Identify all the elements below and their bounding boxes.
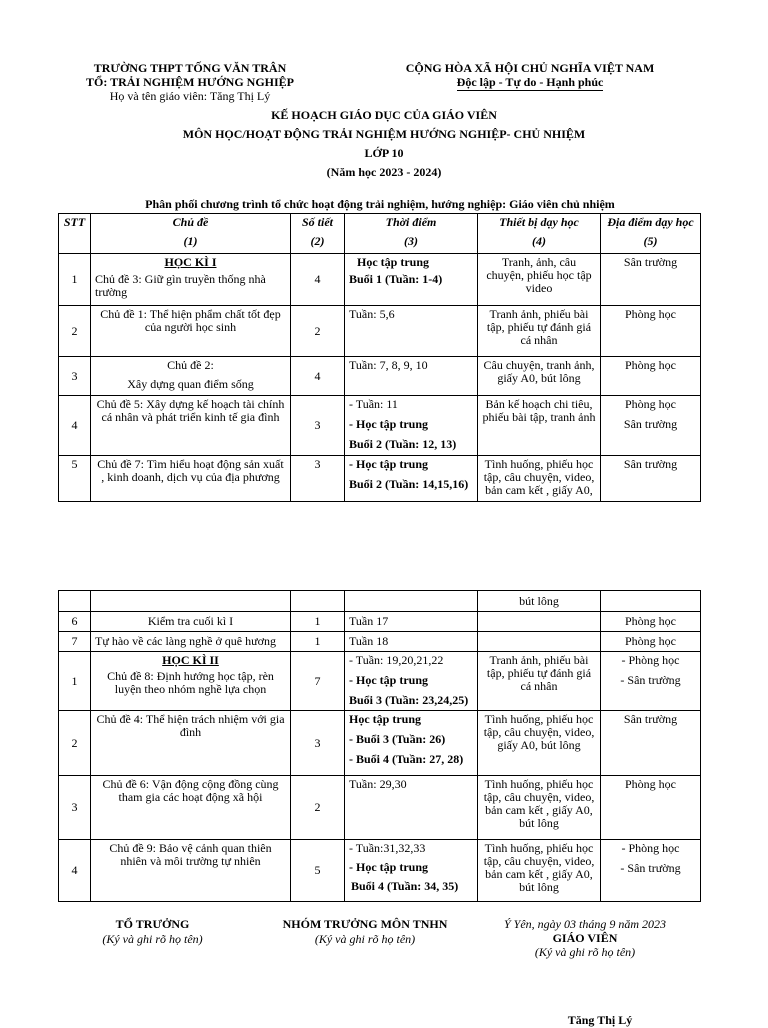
table-cell: Câu chuyện, tranh ảnh, giấy A0, bút lông (478, 357, 601, 396)
semester-1-label: HỌC KÌ I (164, 255, 217, 269)
col-place: Địa điểm dạy học (5) (601, 214, 701, 254)
group-lead-note: (Ký và ghi rõ họ tên) (314, 932, 416, 946)
table-cell: Phòng học (601, 612, 701, 632)
table-cell: 7 (291, 652, 345, 711)
table-cell: Tranh, ảnh, câu chuyện, phiếu học tập video (478, 254, 601, 306)
head-note: (Ký và ghi rõ họ tên) (102, 932, 203, 946)
table-cell: 1 (59, 652, 91, 711)
plan-table-part2 (58, 590, 701, 902)
teacher-note: (Ký và ghi rõ họ tên) (534, 945, 636, 959)
table-row (59, 711, 701, 776)
table-cell: Tuần: 7, 8, 9, 10 (345, 357, 478, 396)
table-cell (478, 612, 601, 632)
table-cell: Tự hào về các làng nghề ở quê hương (91, 632, 291, 652)
table-cell (91, 591, 291, 612)
semester-2-label: HỌC KÌ II (162, 653, 219, 667)
teacher-name: Tăng Thị Lý (567, 1013, 633, 1027)
table-cell: Phòng học (601, 357, 701, 396)
table-cell (601, 591, 701, 612)
table-cell: Bản kế hoạch chi tiêu, phiếu bài tập, tranh ảnh (478, 396, 601, 456)
motto: Độc lập - Tự do - Hạnh phúc (456, 75, 604, 89)
table-cell: 3 (291, 456, 345, 502)
school-name: TRƯỜNG THPT TỐNG VĂN TRÂN (93, 61, 287, 75)
table-cell: Tuần: 5,6 (345, 306, 478, 357)
table-cell: Chủ đề 1: Thể hiện phẩm chất tốt đẹp của người học sinh (91, 306, 291, 357)
table-cell: Chủ đề 2: Xây dựng quan điểm sống (91, 357, 291, 396)
sign-date: Ý Yên, ngày 03 tháng 9 năm 2023 (504, 917, 666, 931)
table-row (59, 652, 701, 711)
doc-title: KẾ HOẠCH GIÁO DỤC CỦA GIÁO VIÊN (271, 108, 497, 122)
table-cell: 4 (59, 840, 91, 902)
class-title: LỚP 10 (364, 146, 404, 160)
table-cell: Chủ đề 7: Tìm hiểu hoạt động sản xuất , kinh doanh, dịch vụ của địa phương (91, 456, 291, 502)
col-time: Thời điểm (3) (345, 214, 478, 254)
table-cell: - Tuần:31,32,33 - Học tập trung Buổi 4 (Tuần: 34, 35) (345, 840, 478, 902)
table-row (59, 396, 701, 456)
table-cell: Phòng học Sân trường (601, 396, 701, 456)
table-cell: Chủ đề 4: Thể hiện trách nhiệm với gia đình (91, 711, 291, 776)
table-cell: Tranh ảnh, phiếu bài tập, phiếu tự đánh giá cá nhân (478, 652, 601, 711)
table-row (59, 456, 701, 502)
table-cell: 1 (291, 632, 345, 652)
table-cell: Phòng học (601, 632, 701, 652)
table-cell: 3 (291, 711, 345, 776)
table-cell: 2 (59, 306, 91, 357)
table-caption: Phân phối chương trình tổ chức hoạt động trải nghiệm, hướng nghiệp: Giáo viên chủ nhiệm (145, 197, 615, 211)
table-row (59, 632, 701, 652)
table-cell: Sân trường (601, 711, 701, 776)
table-row (59, 776, 701, 840)
table-cell: 7 (59, 632, 91, 652)
table-cell: Tình huống, phiếu học tập, câu chuyện, video, giấy A0, bút lông (478, 711, 601, 776)
table-cell: Tuần 17 (345, 612, 478, 632)
table-cell: 5 (59, 456, 91, 502)
table-cell (478, 632, 601, 652)
table-cell: 3 (59, 776, 91, 840)
table-cell: Sân trường (601, 456, 701, 502)
table-cell: 1 (59, 254, 91, 306)
table-row (59, 357, 701, 396)
table-cell: 5 (291, 840, 345, 902)
table-cell: 2 (291, 306, 345, 357)
table-cell: 4 (291, 357, 345, 396)
table-cell: - Phòng học - Sân trường (601, 652, 701, 711)
subject-title: MÔN HỌC/HOẠT ĐỘNG TRẢI NGHIỆM HƯỚNG NGHIỆP- CHỦ NHIỆM (182, 127, 586, 141)
table-row (59, 306, 701, 357)
table-cell: 3 (59, 357, 91, 396)
head-title: TỔ TRƯỞNG (115, 917, 190, 931)
table-cell: Sân trường (601, 254, 701, 306)
table-cell: Tuần 18 (345, 632, 478, 652)
table-cell: Học tập trung - Buổi 3 (Tuần: 26) - Buổi 4 (Tuần: 27, 28) (345, 711, 478, 776)
col-equipment: Thiết bị dạy học (4) (478, 214, 601, 254)
table-cell: 1 (291, 612, 345, 632)
table-cell: Tình huống, phiếu học tập, câu chuyện, video, bản cam kết , giấy A0, bút lông (478, 776, 601, 840)
table-cell: - Tuần: 11 - Học tập trung Buổi 2 (Tuần: 12, 13) (345, 396, 478, 456)
table-cell: Chủ đề 9: Bảo vệ cảnh quan thiên nhiên và môi trường tự nhiên (91, 840, 291, 902)
col-topic: Chủ đề (1) (91, 214, 291, 254)
table-cell: - Phòng học - Sân trường (601, 840, 701, 902)
table-header-row (59, 214, 701, 254)
table-cell: 3 (291, 396, 345, 456)
table-cell: 2 (59, 711, 91, 776)
table-cell (59, 591, 91, 612)
table-cell (345, 591, 478, 612)
teacher-line: Họ và tên giáo viên: Tăng Thị Lý (109, 89, 271, 103)
table-cell: 2 (291, 776, 345, 840)
table-row (59, 612, 701, 632)
table-row-continued (59, 591, 701, 612)
table-cell: Chủ đề 5: Xây dựng kế hoạch tài chính cá nhân và phát triển kinh tế gia đình (91, 396, 291, 456)
table-cell: 4 (291, 254, 345, 306)
col-stt: STT (59, 214, 91, 254)
table-cell: Chủ đề 6: Vận động cộng đồng cùng tham gia các hoạt động xã hội (91, 776, 291, 840)
table-cell: Kiểm tra cuối kì I (91, 612, 291, 632)
table-row (59, 840, 701, 902)
table-cell: 6 (59, 612, 91, 632)
table-cell: bút lông (478, 591, 601, 612)
table-cell: Tình huống, phiếu học tập, câu chuyện, video, bản cam kết , giấy A0, (478, 456, 601, 502)
table-cell: HỌC KÌ I Chủ đề 3: Giữ gìn truyền thống nhà trường (91, 254, 291, 306)
table-cell (291, 591, 345, 612)
table-cell: 4 (59, 396, 91, 456)
col-periods: Số tiết (2) (291, 214, 345, 254)
table-cell: Tuần: 29,30 (345, 776, 478, 840)
group-lead-title: NHÓM TRƯỞNG MÔN TNHN (282, 917, 448, 931)
table-cell: Tranh ảnh, phiếu bài tập, phiếu tự đánh giá cá nhân (478, 306, 601, 357)
school-year: (Năm học 2023 - 2024) (326, 165, 442, 179)
table-cell: Phòng học (601, 306, 701, 357)
table-cell: - Học tập trung Buổi 2 (Tuần: 14,15,16) (345, 456, 478, 502)
teacher-title: GIÁO VIÊN (552, 931, 618, 945)
table-cell: HỌC KÌ II Chủ đề 8: Định hướng học tập, rèn luyện theo nhóm nghề lựa chọn (91, 652, 291, 711)
table-cell: Tình huống, phiếu học tập, câu chuyện, video, bản cam kết , giấy A0, bút lông (478, 840, 601, 902)
table-cell: Phòng học (601, 776, 701, 840)
table-cell: - Tuần: 19,20,21,22 - Học tập trung Buổi 3 (Tuần: 23,24,25) (345, 652, 478, 711)
nation-title: CỘNG HÒA XÃ HỘI CHỦ NGHĨA VIỆT NAM (405, 61, 655, 75)
table-cell: Học tập trung Buổi 1 (Tuần: 1-4) (345, 254, 478, 306)
group-name: TỔ: TRẢI NGHIỆM HƯỚNG NGHIỆP (85, 75, 294, 89)
plan-table-part1 (58, 213, 701, 502)
table-row (59, 254, 701, 306)
